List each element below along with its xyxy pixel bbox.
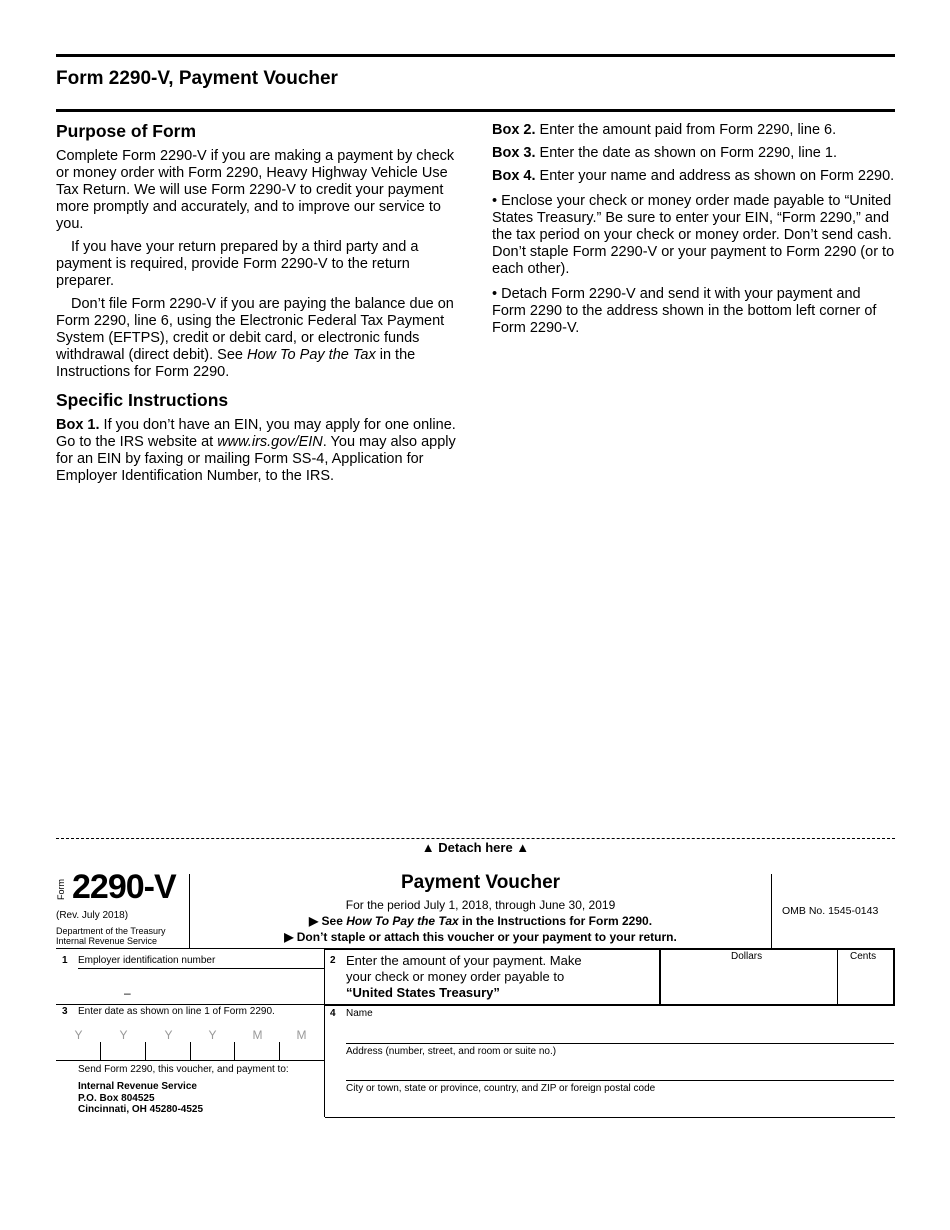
header-divider-right — [771, 874, 772, 949]
box1-text-b: . You may also apply for an EIN by faxing or mailing Form SS-4, Application for Employer Identification Number, to the IRS. — [56, 434, 456, 484]
box3-instruction — [492, 145, 896, 162]
line2-text-2: your check or money order payable to — [346, 969, 565, 984]
department — [56, 926, 166, 946]
voucher-title-block — [190, 872, 771, 944]
city-field[interactable] — [346, 1095, 894, 1116]
detach-line — [56, 838, 895, 839]
irs-address-line-1: Internal Revenue Service — [78, 1081, 197, 1092]
cents-label: Cents — [850, 951, 877, 962]
line2-text-1: Enter the amount of your payment. Make — [346, 953, 582, 968]
box4-text: Enter your name and address as shown on Form 2290. — [535, 168, 895, 184]
top-rule — [56, 54, 895, 57]
amount-box-right — [893, 949, 895, 1005]
box2-text: Enter the amount paid from Form 2290, line 6. — [535, 122, 837, 138]
box3-text: Enter the date as shown on Form 2290, line 1. — [535, 145, 837, 161]
date-tick-3 — [190, 1042, 191, 1060]
address-field[interactable] — [346, 1058, 894, 1079]
name-rule — [346, 1043, 894, 1044]
irs-mailing-address — [78, 1081, 203, 1116]
revision-date: (Rev. July 2018) — [56, 910, 129, 921]
purpose-heading: Purpose of Form — [56, 121, 197, 141]
city-label: City or town, state or province, country, and ZIP or foreign postal code — [346, 1083, 656, 1094]
ein-link[interactable]: www.irs.gov/EIN — [217, 434, 323, 450]
voucher-title: Payment Voucher — [400, 872, 561, 893]
date-field[interactable] — [56, 1022, 324, 1060]
grid-center-divider — [324, 949, 325, 1117]
grid-top-right-rule — [325, 948, 895, 950]
send-to-label: Send Form 2290, this voucher, and payment to: — [78, 1064, 289, 1075]
date-tick-1 — [100, 1042, 101, 1060]
line1-number: 1 — [62, 955, 68, 966]
ein-field[interactable] — [78, 969, 325, 1002]
line2-number: 2 — [330, 955, 336, 966]
box1-text-a: If you don’t have an EIN, you may apply for one online. Go to the IRS website at — [56, 417, 456, 450]
line3-number: 3 — [62, 1006, 68, 1017]
irs-address-line-3: Cincinnati, OH 45280-4525 — [78, 1104, 204, 1115]
date-label: Enter date as shown on line 1 of Form 2290. — [78, 1006, 275, 1017]
dollars-label: Dollars — [731, 951, 763, 962]
department-line-1: Department of the Treasury — [56, 926, 166, 936]
date-letter-y1: Y — [74, 1028, 83, 1042]
line2-text-3: “United States Treasury” — [346, 985, 500, 1000]
see-italic: How To Pay the Tax — [346, 914, 459, 928]
box2-label: Box 2. — [492, 122, 536, 138]
name-label: Name — [346, 1008, 373, 1019]
see-text-b: in the Instructions for Form 2290. — [458, 914, 653, 928]
amount-box-bottom — [325, 1004, 895, 1006]
department-line-2: Internal Revenue Service — [56, 936, 158, 946]
date-tick-2 — [145, 1042, 146, 1060]
line2-instructions — [346, 953, 582, 1001]
box1-label: Box 1. — [56, 417, 100, 433]
purpose-paragraph-2: If you have your return prepared by a third party and a payment is required, provide Form 2290-V to the return preparer. — [56, 239, 419, 289]
bullet-1: • Enclose your check or money order made payable to “United States Treasury.” Be sure to enter your EIN, “Form 2290,” and the tax period on your check or money order. Don’t send cash. Don’t staple Form 2290-V or your payment to Form 2290 (or to each other). — [492, 193, 895, 277]
grid-bottom-rule — [325, 1117, 895, 1118]
detach-here-label: ▲ Detach here ▲ — [421, 840, 530, 855]
ein-label: Employer identification number — [78, 955, 216, 966]
address-rule — [346, 1080, 894, 1081]
date-letter-m2: M — [296, 1028, 307, 1042]
specific-heading: Specific Instructions — [56, 390, 229, 410]
see-instructions — [190, 914, 771, 928]
name-field[interactable] — [346, 1020, 894, 1042]
line1-bottom-rule — [56, 1004, 325, 1005]
omb-number: OMB No. 1545-0143 — [782, 905, 879, 917]
tax-period: For the period July 1, 2018, through June 30, 2019 — [345, 898, 616, 912]
box2-instruction — [492, 122, 896, 139]
p3-italic: How To Pay the Tax — [247, 347, 376, 363]
purpose-paragraph-3 — [56, 296, 460, 381]
dont-staple-warning: ▶ Don’t staple or attach this voucher or your payment to your return. — [284, 930, 677, 944]
see-text-a: ▶ See — [308, 914, 347, 928]
box1-instruction — [56, 417, 460, 485]
date-letter-y4: Y — [208, 1028, 217, 1042]
grid-top-left-rule — [56, 948, 325, 949]
date-letter-y2: Y — [119, 1028, 128, 1042]
date-letter-m1: M — [252, 1028, 263, 1042]
address-label: Address (number, street, and room or suite no.) — [346, 1046, 557, 1057]
left-column — [56, 120, 460, 491]
title-rule — [56, 109, 895, 112]
page-title: Form 2290-V, Payment Voucher — [56, 68, 338, 89]
p3-text-b: in the Instructions for Form 2290. — [56, 347, 416, 380]
purpose-paragraph-1: Complete Form 2290-V if you are making a payment by check or money order with Form 2290, Heavy Highway Vehicle Use Tax Return. We will use Form 2290-V to credit your payment more promptly and accurately, and to improve our service to you. — [56, 148, 455, 232]
right-column — [492, 122, 896, 343]
date-tick-4 — [234, 1042, 235, 1060]
date-tick-5 — [279, 1042, 280, 1060]
line3-bottom-rule — [56, 1060, 324, 1061]
box3-label: Box 3. — [492, 145, 536, 161]
box4-label: Box 4. — [492, 168, 536, 184]
p3-text-a: Don’t file Form 2290-V if you are paying the balance due on Form 2290, line 6, using the Electronic Federal Tax Payment System (EFTPS), credit or debit card, or electronic funds withdrawal (direct debit). See — [56, 296, 454, 363]
form-word: Form — [56, 879, 66, 900]
irs-address-line-2: P.O. Box 804525 — [78, 1092, 155, 1104]
form-number: 2290-V — [72, 868, 176, 906]
line4-number: 4 — [330, 1008, 336, 1019]
date-letter-y3: Y — [164, 1028, 173, 1042]
bullet-2: • Detach Form 2290-V and send it with your payment and Form 2290 to the address shown in the bottom left corner of Form 2290-V. — [492, 286, 877, 336]
ein-dash: – — [124, 986, 131, 1000]
box4-instruction — [492, 168, 896, 185]
